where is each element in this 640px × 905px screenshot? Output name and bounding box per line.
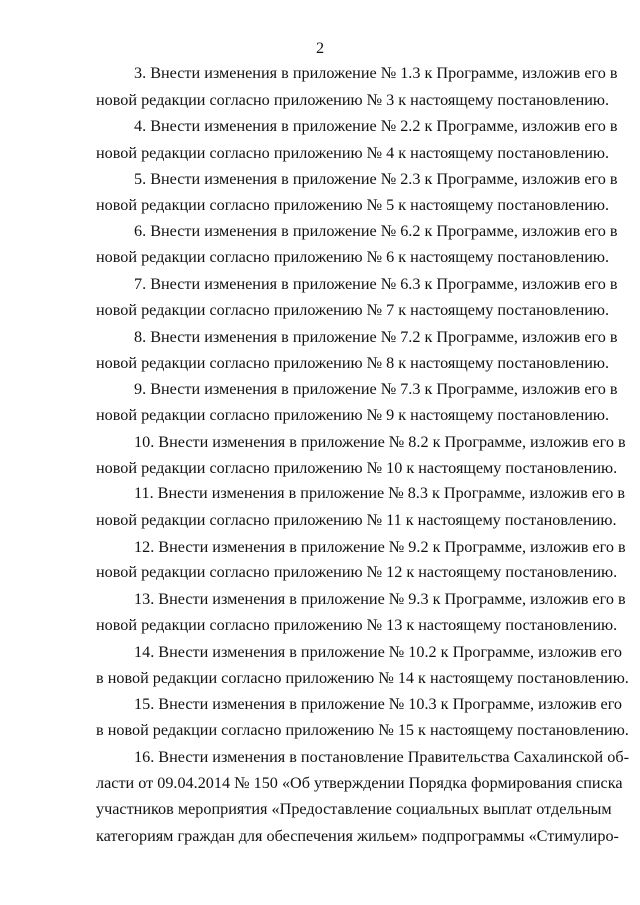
paragraph-line: в новой редакции согласно приложению № 14 к настоящему постановлению. — [96, 669, 629, 687]
paragraph-line: 6. Внести изменения в приложение № 6.2 к Программе, изложив его в — [134, 222, 618, 240]
paragraph-line: 4. Внести изменения в приложение № 2.2 к Программе, изложив его в — [134, 117, 618, 135]
paragraph-line: новой редакции согласно приложению № 13 к настоящему постановлению. — [96, 616, 618, 634]
paragraph-line: новой редакции согласно приложению № 11 к настоящему постановлению. — [96, 511, 617, 529]
paragraph-line: 13. Внести изменения в приложение № 9.3 к Программе, изложив его в — [134, 590, 626, 608]
paragraph-line: 3. Внести изменения в приложение № 1.3 к Программе, изложив его в — [134, 64, 618, 82]
paragraph-line: новой редакции согласно приложению № 12 к настоящему постановлению. — [96, 563, 618, 581]
paragraph-line: новой редакции согласно приложению № 10 к настоящему постановлению. — [96, 459, 618, 477]
paragraph-line: участников мероприятия «Предоставление социальных выплат отдельным — [96, 800, 612, 818]
paragraph-line: 16. Внести изменения в постановление Правительства Сахалинской об- — [134, 748, 629, 766]
page-number: 2 — [315, 39, 325, 57]
paragraph-line: 14. Внести изменения в приложение № 10.2 к Программе, изложив его — [134, 643, 623, 661]
paragraph-line: в новой редакции согласно приложению № 15 к настоящему постановлению. — [96, 721, 629, 739]
paragraph-line: ласти от 09.04.2014 № 150 «Об утверждении Порядка формирования списка — [96, 774, 623, 792]
paragraph-line: новой редакции согласно приложению № 4 к настоящему постановлению. — [96, 144, 610, 162]
paragraph-line: 8. Внести изменения в приложение № 7.2 к Программе, изложив его в — [134, 328, 618, 346]
paragraph-line: 9. Внести изменения в приложение № 7.3 к Программе, изложив его в — [134, 380, 618, 398]
paragraph-line: 10. Внести изменения в приложение № 8.2 к Программе, изложив его в — [134, 433, 626, 451]
paragraph-line: новой редакции согласно приложению № 3 к настоящему постановлению. — [96, 91, 610, 109]
paragraph-line: новой редакции согласно приложению № 5 к настоящему постановлению. — [96, 196, 610, 214]
paragraph-line: новой редакции согласно приложению № 6 к настоящему постановлению. — [96, 248, 610, 266]
paragraph-line: 11. Внести изменения в приложение № 8.3 к Программе, изложив его в — [134, 484, 626, 502]
paragraph-line: 7. Внести изменения в приложение № 6.3 к Программе, изложив его в — [134, 275, 618, 293]
paragraph-line: категориям граждан для обеспечения жильем» подпрограммы «Стимулиро- — [96, 827, 619, 845]
paragraph-line: 12. Внести изменения в приложение № 9.2 к Программе, изложив его в — [134, 538, 626, 556]
paragraph-line: новой редакции согласно приложению № 7 к настоящему постановлению. — [96, 301, 610, 319]
paragraph-line: 15. Внести изменения в приложение № 10.3 к Программе, изложив его — [134, 695, 623, 713]
paragraph-line: 5. Внести изменения в приложение № 2.3 к Программе, изложив его в — [134, 170, 618, 188]
paragraph-line: новой редакции согласно приложению № 8 к настоящему постановлению. — [96, 354, 610, 372]
paragraph-line: новой редакции согласно приложению № 9 к настоящему постановлению. — [96, 406, 610, 424]
